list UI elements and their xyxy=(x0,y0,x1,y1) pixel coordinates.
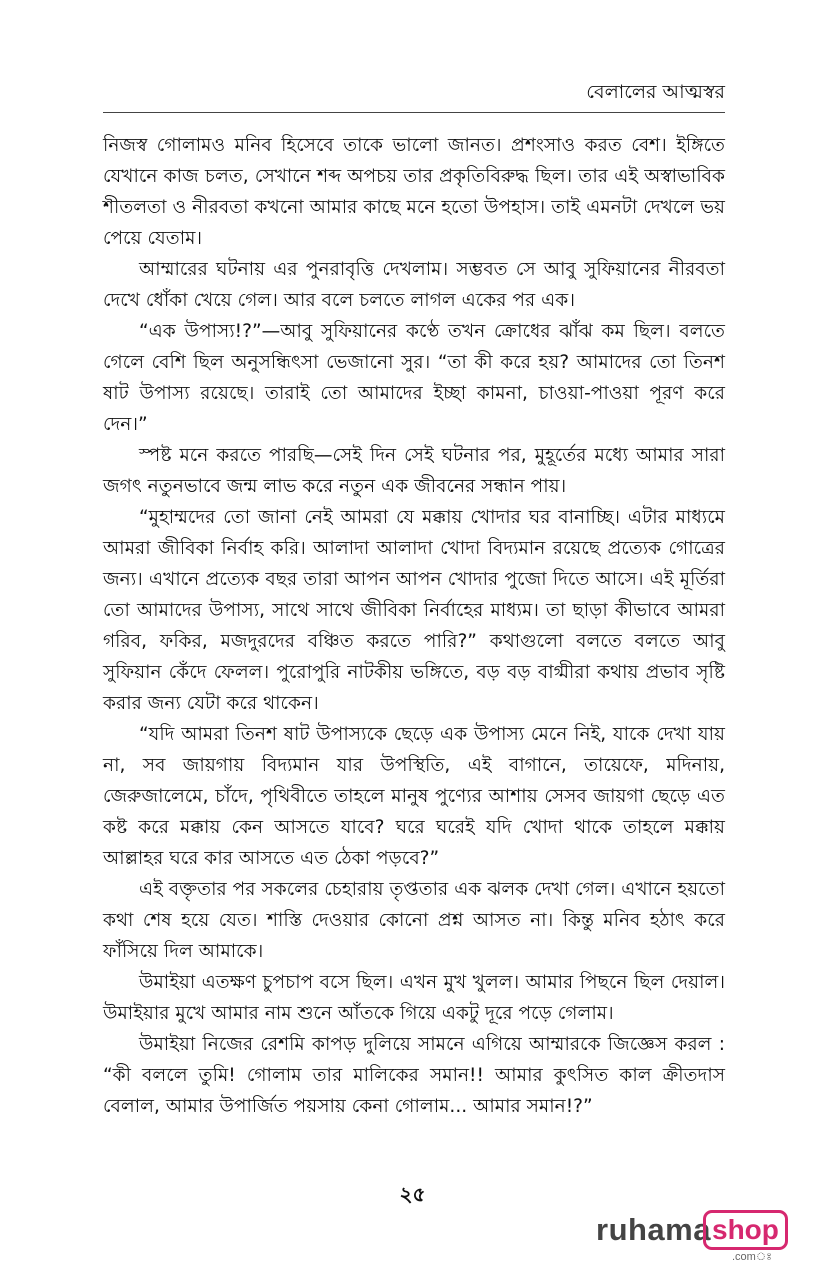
paragraph: “এক উপাস্য!?”—আবু সুফিয়ানের কণ্ঠে তখন ক্রোধের ঝাঁঝ কম ছিল। বলতে গেলে বেশি ছিল অনুসন্ধিৎসা ভেজানো সুর। “তা কী করে হয়? আমাদের তো তিনশ ষাট উপাস্য রয়েছে। তারাই তো আমাদের ইচ্ছা কামনা, চাওয়া-পাওয়া পূরণ করে দেন।” xyxy=(103,321,725,435)
paragraph: উমাইয়া এতক্ষণ চুপচাপ বসে ছিল। এখন মুখ খুলল। আমার পিছনে ছিল দেয়াল। উমাইয়ার মুখে আমার নাম শুনে আঁতকে গিয়ে একটু দূরে পড়ে গেলাম। xyxy=(103,972,725,1024)
ruhamashop-logo xyxy=(596,1210,786,1263)
paragraph: উমাইয়া নিজের রেশমি কাপড় দুলিয়ে সামনে এগিয়ে আম্মারকে জিজ্ঞেস করল : “কী বললে তুমি! গোলাম তার মালিকের সমান!! আমার কুৎসিত কাল ক্রীতদাস বেলাল, আমার উপার্জিত পয়সায় কেনা গোলাম... আমার সমান!?” xyxy=(103,1034,725,1117)
paragraph: নিজস্ব গোলামও মনিব হিসেবে তাকে ভালো জানত। প্রশংসাও করত বেশ। ইঙ্গিতে যেখানে কাজ চলত, সেখানে শব্দ অপচয় তার প্রকৃতিবিরুদ্ধ ছিল। তার এই অস্বাভাবিক শীতলতা ও নীরবতা কখনো আমার কাছে মনে হতো উপহাস। তাই এমনটা দেখলে ভয় পেয়ে যেতাম। xyxy=(103,135,725,249)
body-text xyxy=(103,130,725,1122)
logo-text-shop: shop xyxy=(703,1210,788,1250)
header-divider xyxy=(103,112,725,113)
paragraph: এই বক্তৃতার পর সকলের চেহারায় তৃপ্ততার এক ঝলক দেখা গেল। এখানে হয়তো কথা শেষ হয়ে যেত। শাস্তি দেওয়ার কোনো প্রশ্ন আসত না। কিন্তু মনিব হঠাৎ করে ফাঁসিয়ে দিল আমাকে। xyxy=(103,879,725,962)
paragraph: “যদি আমরা তিনশ ষাট উপাস্যকে ছেড়ে এক উপাস্য মেনে নিই, যাকে দেখা যায় না, সব জায়গায় বিদ্যমান যার উপস্থিতি, এই বাগানে, তায়েফে, মদিনায়, জেরুজালেমে, চাঁদে, পৃথিবীতে তাহলে মানুষ পুণ্যের আশায় সেসব জায়গা ছেড়ে এত কষ্ট করে মক্কায় কেন আসতে যাবে? ঘরে ঘরেই যদি খোদা থাকে তাহলে মক্কায় আল্লাহর ঘরে কার আসতে এত ঠেকা পড়বে?” xyxy=(103,724,725,869)
paragraph: আম্মারের ঘটনায় এর পুনরাবৃত্তি দেখলাম। সম্ভবত সে আবু সুফিয়ানের নীরবতা দেখে ধোঁকা খেয়ে গেল। আর বলে চলতে লাগল একের পর এক। xyxy=(103,259,725,311)
logo-domain-suffix: .comঃ xyxy=(732,1251,773,1263)
paragraph: স্পষ্ট মনে করতে পারছি—সেই দিন সেই ঘটনার পর, মুহূর্তের মধ্যে আমার সারা জগৎ নতুনভাবে জন্ম লাভ করে নতুন এক জীবনের সন্ধান পায়। xyxy=(103,445,725,497)
page-number: ২৫ xyxy=(399,1182,426,1206)
logo-text-ruhama: ruhama xyxy=(596,1212,711,1247)
paragraph: “মুহাম্মদের তো জানা নেই আমরা যে মক্কায় খোদার ঘর বানাচ্ছি। এটার মাধ্যমে আমরা জীবিকা নির্বাহ করি। আলাদা আলাদা খোদা বিদ্যমান রয়েছে প্রত্যেক গোত্রের জন্য। এখানে প্রত্যেক বছর তারা আপন আপন খোদার পুজো দিতে আসে। এই মূর্তিরা তো আমাদের উপাস্য, সাথে সাথে জীবিকা নির্বাহের মাধ্যম। তা ছাড়া কীভাবে আমরা গরিব, ফকির, মজদুরদের বঞ্চিত করতে পারি?” কথাগুলো বলতে বলতে আবু সুফিয়ান কেঁদে ফেলল। পুরোপুরি নাটকীয় ভঙ্গিতে, বড় বড় বাগ্মীরা কথায় প্রভাব সৃষ্টি করার জন্য যেটা করে থাকেন। xyxy=(103,507,725,714)
running-header: বেলালের আত্মস্বর xyxy=(586,81,725,103)
